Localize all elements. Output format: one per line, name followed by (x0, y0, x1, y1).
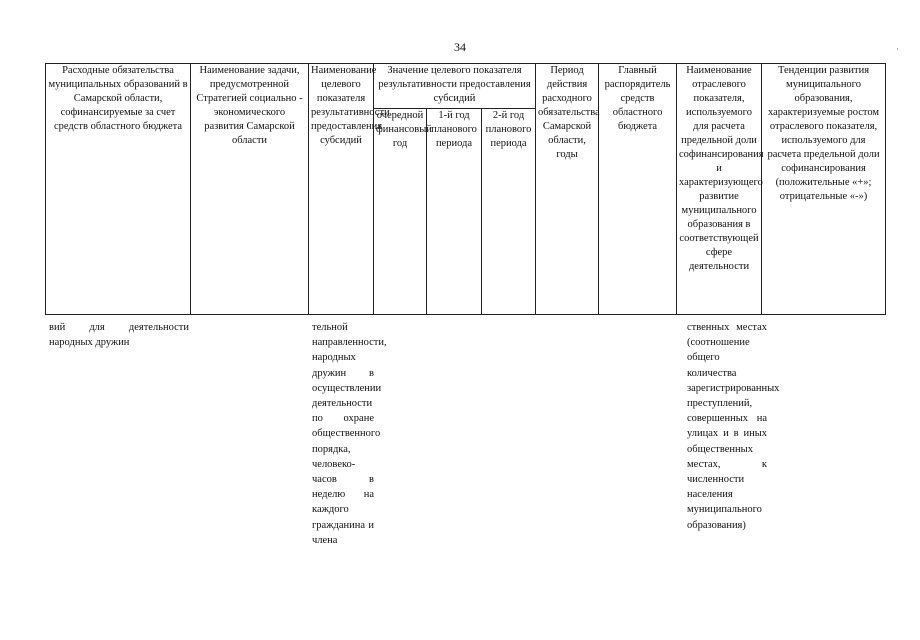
continuation-indicator-text: тельной направленности, народных дружин в осуществлении деятельности по охране общественного порядка, человеко-часов в неделю на каждого гражданина и члена (312, 322, 387, 546)
header-current-fiscal-year: очередной финансовый год (374, 109, 427, 315)
continuation-expenditure-text: вий для деятельности народных дружин (49, 322, 189, 349)
subsidy-indicators-table (45, 63, 886, 315)
header-target-indicator-values: Значение целевого показателя результативности предоставления субсидий (374, 64, 536, 109)
header-strategy-task: Наименование задачи, предусмотренной Стратегией социально - экономического развития Самарской области (191, 64, 309, 315)
header-expenditure-obligations: Расходные обязательства муниципальных образований в Самарской области, софинансируемые за счет средств областного бюджета (46, 64, 191, 315)
header-chief-administrator: Главный распорядитель средств областного бюджета (599, 64, 677, 315)
header-planning-year-2: 2-й год планового периода (482, 109, 536, 315)
continuation-row (45, 320, 885, 620)
header-development-trends: Тенденции развития муниципального образования, характеризуемые ростом отраслевого показателя, используемого для расчета предельной доли софинансирования (положительные «+»; отрицательные «-») (762, 64, 886, 315)
corner-mark-icon: · (896, 44, 899, 54)
page-number: 34 (454, 40, 466, 54)
header-target-indicator-name: Наименование целевого показателя результативности предоставления субсидий (309, 64, 374, 315)
header-sectoral-indicator: Наименование отраслевого показателя, используемого для расчета предельной доли софинансирования и характеризующего развитие муниципального образования в соответствующей сфере деятельности (677, 64, 762, 315)
continuation-sectoral-text: ственных местах (соотношение общего количества зарегистрированных преступлений, совершенных на улицах и в иных общественных местах, к численности населения муниципального образования) (687, 322, 780, 531)
header-planning-year-1: 1-й год планового периода (427, 109, 482, 315)
header-validity-period: Период действия расходного обязательства Самарской области, годы (536, 64, 599, 315)
